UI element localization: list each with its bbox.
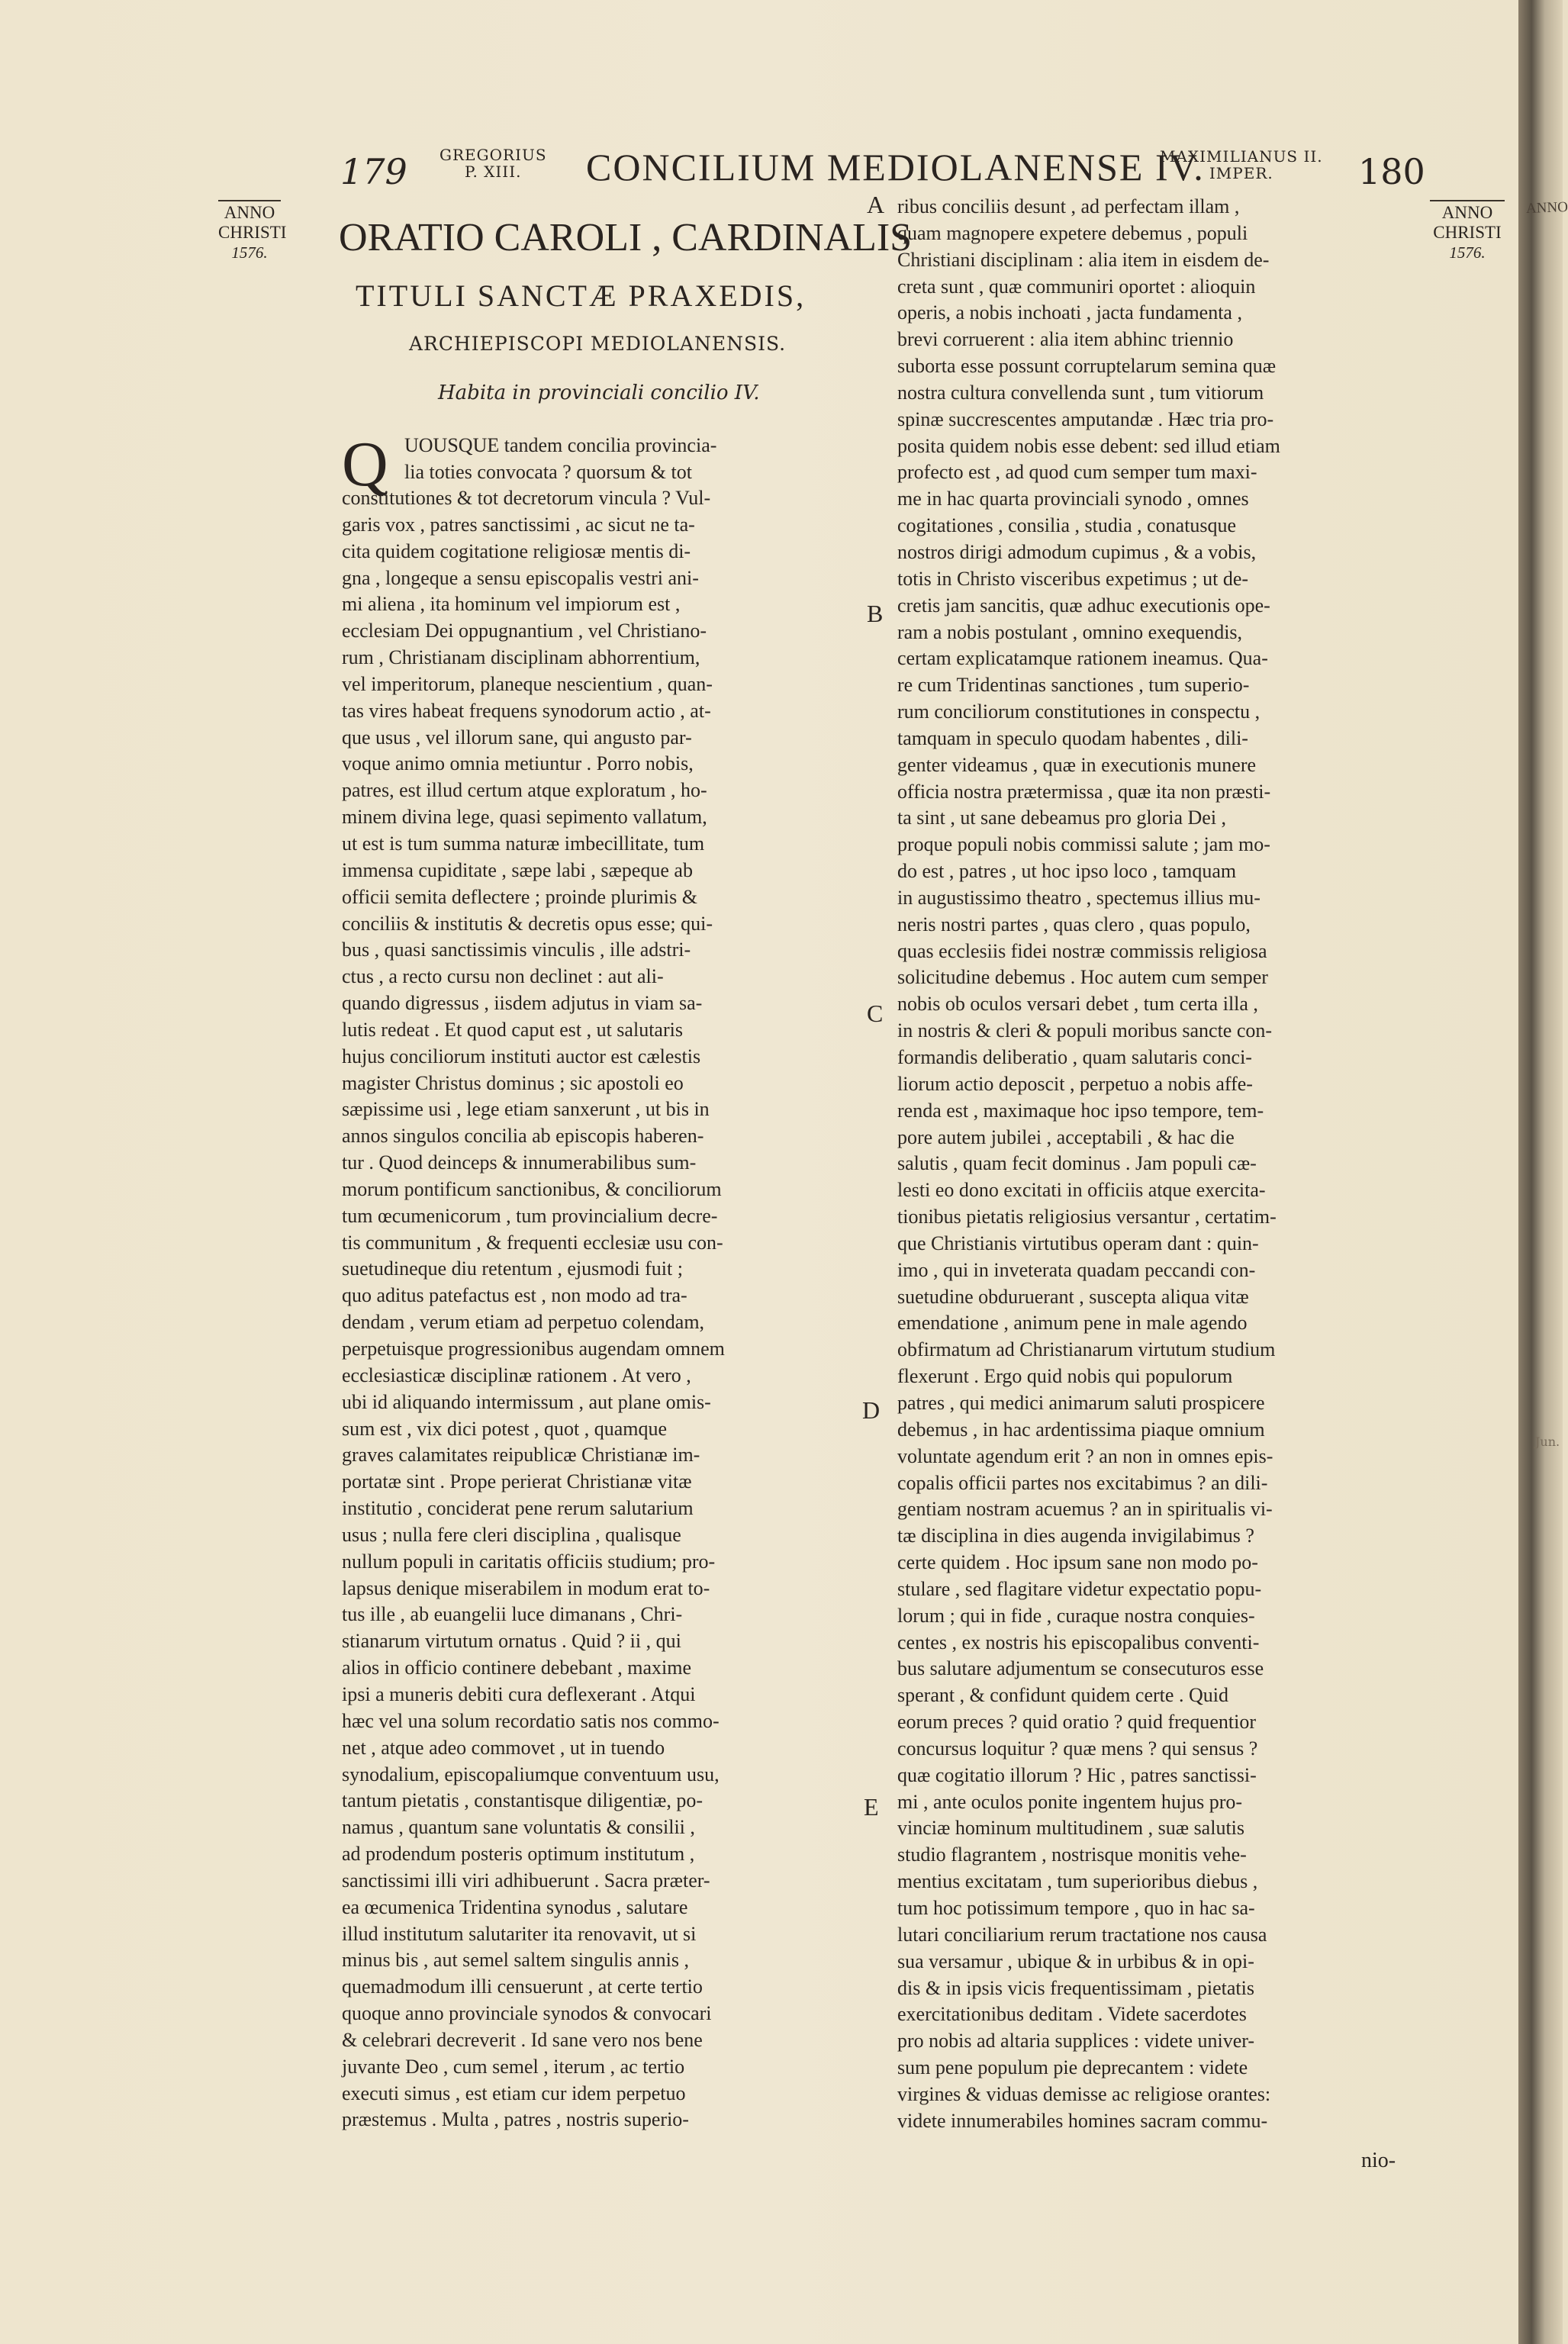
text-line: creta sunt , quæ communiri oportet : alioquin xyxy=(897,275,1256,298)
text-line: nobis ob oculos versari debet , tum certa illa , xyxy=(897,993,1258,1016)
text-line: debemus , in hac ardentissima piaque omnium xyxy=(897,1418,1265,1441)
adjacent-page-anno xyxy=(1526,199,1568,217)
text-line: sanctissimi illi viri adhibuerunt . Sacra præter- xyxy=(342,1869,710,1892)
text-line: UOUSQUE tandem concilia provincia- xyxy=(404,434,717,456)
header-pope xyxy=(439,146,547,180)
margin-year-left xyxy=(218,200,287,262)
text-line: portatæ sint . Prope perierat Christianæ vitæ xyxy=(342,1470,692,1493)
text-line: suetudineque diu retentum , ejusmodi fuit ; xyxy=(342,1257,683,1280)
section-letter-a: A xyxy=(867,191,885,218)
text-line: rum conciliorum constitutiones in conspectu , xyxy=(897,700,1261,723)
text-line: nostra cultura convellenda sunt , tum vitiorum xyxy=(897,381,1264,404)
text-line: cogitationes , consilia , studia , conatusque xyxy=(897,514,1237,537)
text-line: quam magnopere expetere debemus , populi xyxy=(897,221,1248,244)
text-line: ctus , a recto cursu non declinet : aut ali- xyxy=(342,965,664,988)
text-line: tantum pietatis , constantisque diligentiæ, po- xyxy=(342,1789,703,1812)
text-line: solicitudine debemus . Hoc autem cum semper xyxy=(897,966,1268,989)
text-line: magister Christus dominus ; sic apostoli eo xyxy=(342,1071,684,1094)
text-line: certam explicatamque rationem ineamus. Qua- xyxy=(897,647,1268,670)
text-line: lia toties convocata ? quorsum & tot xyxy=(404,460,692,483)
text-line: bus salutare adjumentum se consecuturos esse xyxy=(897,1657,1264,1680)
text-line: posita quidem nobis esse debent: sed illud etiam xyxy=(897,434,1280,457)
text-line: in augustissimo theatro , spectemus illius mu- xyxy=(897,886,1261,909)
text-line: annos singulos concilia ab episcopis haberen- xyxy=(342,1125,704,1148)
text-line: gentiam nostram acuemus ? an in spiritualis vi- xyxy=(897,1498,1273,1521)
text-line: nostros dirigi admodum cupimus , & a vobis, xyxy=(897,540,1257,563)
oration-occasion: Habita in provinciali concilio IV. xyxy=(438,382,760,404)
text-line: liorum actio deposcit , perpetuo a nobis affe- xyxy=(897,1072,1253,1095)
text-line: usus ; nulla fere cleri disciplina , qualisque xyxy=(342,1523,681,1546)
text-line: rum , Christianam disciplinam abhorrentium, xyxy=(342,646,700,669)
text-line: graves calamitates reipublicæ Christianæ im- xyxy=(342,1444,700,1467)
text-line: re cum Tridentinas sanctiones , tum superio- xyxy=(897,674,1250,697)
section-letter-d: D xyxy=(862,1396,881,1424)
text-line: concursus loquitur ? quæ mens ? qui sensus ? xyxy=(897,1737,1258,1760)
running-title: CONCILIUM MEDIOLANENSE IV. xyxy=(586,146,1205,188)
text-line: ubi id aliquando intermissum , aut plane omis- xyxy=(342,1390,711,1413)
text-line: sua versamur , ubique & in urbibus & in opi- xyxy=(897,1950,1254,1972)
text-line: operis, a nobis inchoati , jacta fundamenta , xyxy=(897,301,1242,324)
text-line: ecclesiasticæ disciplinæ rationem . At vero , xyxy=(342,1364,691,1386)
text-line: renda est , maximaque hoc ipso tempore, tem- xyxy=(897,1099,1264,1122)
text-line: tamquam in speculo quodam habentes , dili- xyxy=(897,726,1248,749)
text-line: namus , quantum sane voluntatis & consilii , xyxy=(342,1816,695,1839)
text-line: garis vox , patres sanctissimi , ac sicut ne ta- xyxy=(342,513,695,536)
section-letter-e: E xyxy=(864,1793,879,1821)
text-line: vel imperitorum, planeque nescientium , quan- xyxy=(342,672,713,695)
margin-christi: CHRISTI xyxy=(1433,223,1502,242)
text-line: ut est is tum summa naturæ imbecillitate, tum xyxy=(342,832,705,855)
text-line: quas ecclesiis fidei nostræ commissis religiosa xyxy=(897,939,1267,962)
header-pope-title: P. XIII. xyxy=(465,163,522,181)
text-line: que usus , vel illorum sane, qui angusto par- xyxy=(342,726,692,749)
text-line: suborta esse possunt corruptelarum semina quæ xyxy=(897,355,1277,378)
text-line: constitutiones & tot decretorum vincula ? Vul- xyxy=(342,487,711,509)
header-emperor xyxy=(1160,148,1323,182)
text-line: quo aditus patefactus est , non modo ad tra- xyxy=(342,1284,687,1307)
text-line: tæ disciplina in dies augenda invigilabimus ? xyxy=(897,1525,1254,1547)
text-line: gna , longeque a sensu episcopalis vestri ani- xyxy=(342,566,699,589)
margin-year-right xyxy=(1430,200,1505,262)
text-line: executi simus , est etiam cur idem perpetuo xyxy=(342,2082,686,2104)
text-line: formandis deliberatio , quam salutaris conci- xyxy=(897,1046,1252,1068)
text-line: pro nobis ad altaria supplices : videte univer- xyxy=(897,2030,1255,2053)
text-line: tum œcumenicorum , tum provincialium decre- xyxy=(342,1204,718,1227)
text-line: alios in officio continere debebant , maxime xyxy=(342,1657,691,1679)
text-line: illud institutum salutariter ita renovavit, ut si xyxy=(342,1922,697,1945)
text-line: ta sint , ut sane debeamus pro gloria Dei , xyxy=(897,807,1227,829)
text-line: sperant , & confidunt quidem certe . Quid xyxy=(897,1684,1228,1707)
text-line: vinciæ hominum multitudinem , suæ salutis xyxy=(897,1817,1245,1840)
text-line: mentius excitatam , tum superioribus diebus , xyxy=(897,1870,1258,1893)
book-gutter xyxy=(1518,0,1568,2344)
oration-title: ORATIO CAROLI , CARDINALIS xyxy=(339,216,913,259)
text-line: patres , qui medici animarum saluti prospicere xyxy=(897,1391,1265,1414)
text-line: quando digressus , iisdem adjutus in viam sa- xyxy=(342,992,703,1015)
text-line: perpetuisque progressionibus augendam omnem xyxy=(342,1338,725,1360)
text-line: ipsi a muneris debiti cura deflexerant . Atqui xyxy=(342,1682,696,1705)
text-line: eorum preces ? quid oratio ? quid frequentior xyxy=(897,1711,1256,1734)
header-emperor-title: IMPER. xyxy=(1209,164,1273,182)
catchword: nio- xyxy=(1361,2149,1396,2172)
section-letter-c: C xyxy=(867,1000,884,1027)
text-line: obfirmatum ad Christianarum virtutum studium xyxy=(897,1338,1276,1361)
oration-author-office: ARCHIEPISCOPI MEDIOLANENSIS. xyxy=(409,333,787,355)
margin-rule xyxy=(218,200,281,201)
text-line: tum hoc potissimum tempore , quo in hac sa- xyxy=(897,1897,1255,1919)
text-line: bus , quasi sanctissimis vinculis , ille adstri- xyxy=(342,939,691,961)
right-column-text xyxy=(897,194,1416,2135)
left-column-text xyxy=(342,485,853,2133)
margin-year: 1576. xyxy=(231,243,268,262)
text-line: stulare , sed flagitare videtur expectatio popu- xyxy=(897,1577,1262,1600)
oration-subtitle: TITULI SANCTÆ PRAXEDIS, xyxy=(356,279,807,313)
text-line: sæpissime usi , lege etiam sanxerunt , ut bis in xyxy=(342,1098,710,1121)
text-line: minus bis , aut semel saltem singulis annis , xyxy=(342,1949,689,1972)
margin-rule xyxy=(1430,200,1505,201)
text-line: brevi corruerent : alia item abhinc triennio xyxy=(897,328,1234,351)
text-line: studio flagrantem , nostrisque monitis vehe- xyxy=(897,1843,1247,1866)
text-line: hujus conciliorum instituti auctor est cælestis xyxy=(342,1045,701,1067)
page-number-left: 179 xyxy=(340,151,407,192)
text-line: flexerunt . Ergo quid nobis qui populorum xyxy=(897,1365,1233,1388)
text-line: & celebrari decreverit . Id sane vero nos bene xyxy=(342,2028,703,2051)
text-line: minem divina lege, quasi sepimento vallatum, xyxy=(342,806,707,829)
text-line: patres, est illud certum atque exploratum , ho- xyxy=(342,779,707,802)
text-line: tionibus pietatis religiosius versantur , certatim- xyxy=(897,1206,1277,1228)
text-line: cretis jam sancitis, quæ adhuc executionis ope- xyxy=(897,594,1270,617)
text-line: tas vires habeat frequens synodorum actio , at- xyxy=(342,699,711,722)
text-line: spinæ succrescentes amputandæ . Hæc tria pro- xyxy=(897,407,1274,430)
text-line: totis in Christo visceribus expetimus ; ut de- xyxy=(897,567,1249,590)
text-line: institutio , conciderat pene rerum salutarium xyxy=(342,1497,694,1520)
margin-anno: ANNO xyxy=(224,203,275,222)
text-line: do est , patres , ut hoc ipso loco , tamquam xyxy=(897,860,1237,883)
text-line: immensa cupiditate , sæpe labi , sæpeque ab xyxy=(342,858,693,881)
text-line: conciliis & institutis & decretis opus esse; qui- xyxy=(342,912,713,935)
text-line: cita quidem cogitatione religiosæ mentis di- xyxy=(342,539,691,562)
text-line: stianarum virtutum ornatus . Quid ? ii , qui xyxy=(342,1630,681,1653)
text-line: neris nostri partes , quas clero , quas populo, xyxy=(897,913,1251,935)
header-pope-name: GREGORIUS xyxy=(439,146,547,164)
text-line: voluntate agendum erit ? an non in omnes epis- xyxy=(897,1444,1273,1467)
margin-anno: ANNO xyxy=(1441,203,1493,222)
header-emperor-name: MAXIMILIANUS II. xyxy=(1160,147,1323,166)
text-line: sum pene populum pie deprecantem : videte xyxy=(897,2056,1248,2079)
text-line: me in hac quarta provinciali synodo , omnes xyxy=(897,488,1249,510)
text-line: lorum ; qui in fide , curaque nostra conquies- xyxy=(897,1604,1255,1627)
text-line: suetudine obduruerant , suscepta aliqua vitæ xyxy=(897,1285,1249,1308)
text-line: pore autem jubilei , acceptabili , & hac die xyxy=(897,1125,1235,1148)
text-line: in nostris & cleri & populi moribus sancte con- xyxy=(897,1019,1273,1042)
text-line: ea œcumenica Tridentina synodus , salutare xyxy=(342,1895,688,1918)
text-line: copalis officii partes nos excitabimus ? an dili- xyxy=(897,1471,1268,1494)
text-line: lutari conciliarium rerum tractatione nos causa xyxy=(897,1923,1267,1946)
text-line: emendatione , animum pene in male agendo xyxy=(897,1312,1248,1335)
text-line: exercitationibus deditam . Videte sacerdotes xyxy=(897,2003,1247,2026)
text-line: sum est , vix dici potest , quot , quamque xyxy=(342,1417,668,1440)
text-line: genter videamus , quæ in executionis munere xyxy=(897,753,1257,776)
margin-christi: CHRISTI xyxy=(218,223,287,242)
text-line: morum pontificum sanctionibus, & conciliorum xyxy=(342,1177,722,1200)
text-line: mi aliena , ita hominum vel impiorum est , xyxy=(342,593,681,616)
text-line: salutis , quam fecit dominus . Jam populi cæ- xyxy=(897,1152,1257,1175)
text-line: lutis redeat . Et quod caput est , ut salutaris xyxy=(342,1018,683,1041)
text-line: imo , qui in inveterata quadam peccandi con- xyxy=(897,1258,1256,1281)
section-letter-b: B xyxy=(867,600,884,627)
text-line: tur . Quod deinceps & innumerabilibus sum- xyxy=(342,1151,697,1174)
text-line: synodalium, episcopaliumque conventuum usu, xyxy=(342,1763,720,1785)
text-line: ecclesiam Dei oppugnantium , vel Christiano- xyxy=(342,620,707,642)
text-line: præstemus . Multa , patres , nostris superio- xyxy=(342,2108,689,2131)
text-line: lesti eo dono excitati in officiis atque exercita- xyxy=(897,1179,1266,1202)
margin-side-note: Jun. xyxy=(1535,1434,1560,1449)
text-line: officii semita deflectere ; proinde plurimis & xyxy=(342,885,697,908)
margin-year: 1576. xyxy=(1449,243,1486,262)
text-line: profecto est , ad quod cum semper tum maxi- xyxy=(897,461,1257,484)
text-line: ad prodendum posteris optimum institutum , xyxy=(342,1843,695,1866)
text-line: quoque anno provinciale synodos & convocari xyxy=(342,2002,712,2025)
text-line: quemadmodum illi censuerunt , at certe tertio xyxy=(342,1975,703,1998)
text-line: net , atque adeo commovet , ut in tuendo xyxy=(342,1736,665,1759)
text-line: ram a nobis postulant , omnino exequendis, xyxy=(897,620,1243,643)
text-line: que Christianis virtutibus operam dant : quin- xyxy=(897,1232,1259,1254)
text-line: certe quidem . Hoc ipsum sane non modo po- xyxy=(897,1551,1258,1574)
adjacent-anno-word: ANNO xyxy=(1525,199,1568,217)
text-line: nullum populi in caritatis officiis studium; pro- xyxy=(342,1550,716,1573)
left-column-opening xyxy=(404,433,855,486)
text-line: hæc vel una solum recordatio satis nos commo- xyxy=(342,1709,720,1732)
text-line: dendam , verum etiam ad perpetuo colendam, xyxy=(342,1311,705,1334)
text-line: tis communitum , & frequenti ecclesiæ usu con- xyxy=(342,1231,723,1254)
text-line: ribus conciliis desunt , ad perfectam illam , xyxy=(897,195,1240,217)
text-line: tus ille , ab euangelii luce dimanans , Chri- xyxy=(342,1603,683,1626)
text-line: videte innumerabiles homines sacram commu- xyxy=(897,2109,1268,2132)
text-line: virgines & viduas demisse ac religiose orantes: xyxy=(897,2082,1271,2105)
text-line: officia nostra prætermissa , quæ ita non præsti- xyxy=(897,780,1271,803)
text-line: dis & in ipsis vicis frequentissimam , pietatis xyxy=(897,1976,1254,1999)
text-line: quæ cogitatio illorum ? Hic , patres sanctissi- xyxy=(897,1763,1257,1786)
text-line: juvante Deo , cum semel , iterum , ac tertio xyxy=(342,2055,685,2078)
text-line: voque animo omnia metiuntur . Porro nobis, xyxy=(342,752,694,775)
text-line: Christiani disciplinam : alia item in eisdem de- xyxy=(897,248,1270,271)
text-line: proque populi nobis commissi salute ; jam mo- xyxy=(897,833,1270,856)
drop-cap: Q xyxy=(342,429,388,500)
page-number-right: 180 xyxy=(1358,151,1425,192)
text-line: lapsus denique miserabilem in modum erat to- xyxy=(342,1576,710,1599)
text-line: centes , ex nostris his episcopalibus conventi- xyxy=(897,1631,1260,1653)
text-line: mi , ante oculos ponite ingentem hujus pro- xyxy=(897,1790,1243,1813)
